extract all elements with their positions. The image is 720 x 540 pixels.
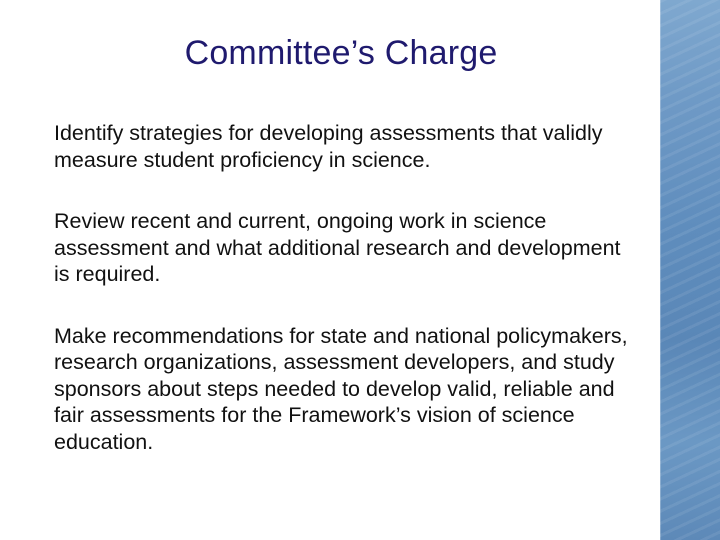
charge-paragraph-3: Make recommendations for state and national policymakers, research organizations, assessment developers, and study sponsors about steps needed to develop valid, reliable and fair assessments for the Framework’s vision of science education. <box>54 323 628 454</box>
charge-paragraph-1: Identify strategies for developing assessments that validly measure student proficiency in science. <box>54 121 603 172</box>
decorative-blue-sidebar <box>660 0 720 540</box>
charge-paragraph-2: Review recent and current, ongoing work in science assessment and what additional research and development is required. <box>54 209 621 286</box>
slide-body <box>54 120 639 455</box>
slide-title: Committee’s Charge <box>184 34 498 72</box>
